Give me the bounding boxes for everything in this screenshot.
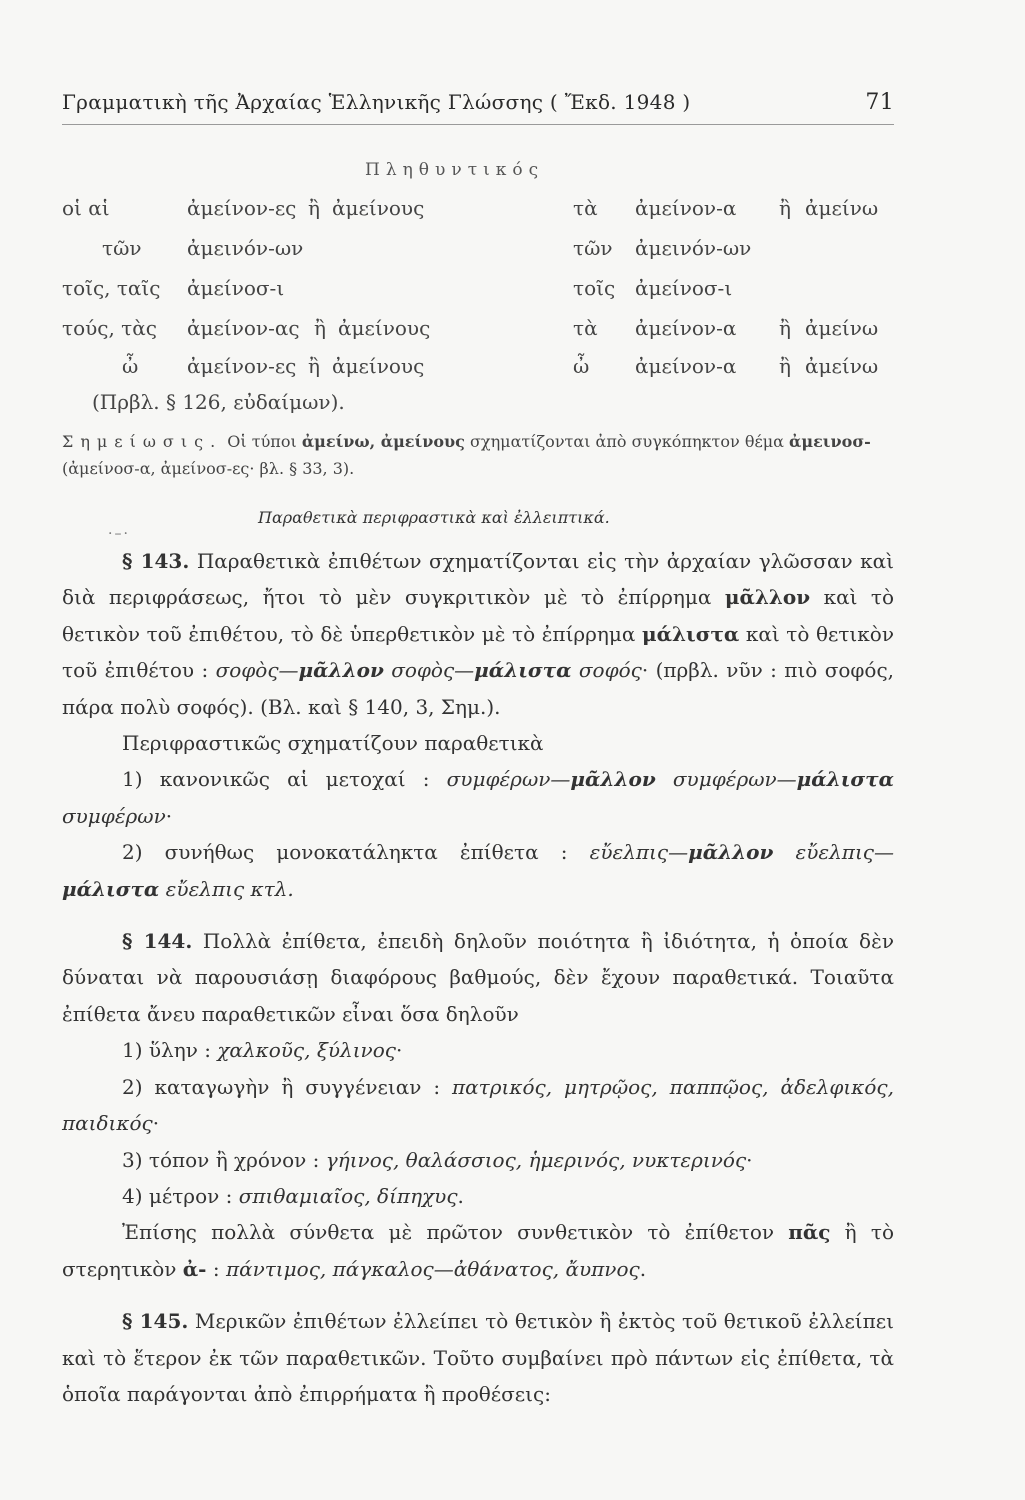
text: ἢ τὸ στερητικὸν: [62, 1220, 894, 1281]
or-word: ἢ: [779, 196, 791, 220]
example: σοφὸς—: [215, 658, 299, 683]
section-145-paragraph: [62, 1303, 894, 1412]
form: ἀμεινόν-ων: [635, 236, 752, 260]
example-bold: μᾶλλον: [688, 840, 774, 865]
section-143-paragraph: [62, 543, 894, 725]
or-word: ἢ: [314, 316, 326, 340]
example-bold: μάλιστα: [474, 658, 572, 683]
note-text: σχηματίζονται ἀπὸ συγκόπηκτον θέμα: [464, 432, 790, 451]
or-word: ἢ: [779, 354, 791, 378]
bold-word: μάλιστα: [641, 621, 740, 646]
note-bold: ἀμείνω, ἀμείνους: [301, 432, 465, 451]
paragraph: [62, 1214, 894, 1287]
text: 3) τόπον ἢ χρόνον :: [122, 1147, 326, 1172]
article: τῶν: [102, 236, 142, 260]
example: σοφὸς—: [383, 658, 475, 683]
example: χαλκοῦς, ξύλινος: [217, 1038, 396, 1063]
article: τὰ: [573, 196, 598, 220]
example-bold: μάλιστα: [62, 876, 160, 901]
plural-left-column: [62, 196, 492, 416]
header-title: Γραμματικὴ τῆς Ἀρχαίας Ἑλληνικῆς Γλώσσης ( Ἔκδ. 1948 ): [62, 90, 691, 114]
alt-form: ἀμείνω: [805, 196, 879, 220]
text: ·: [165, 803, 173, 828]
text: ·: [152, 1111, 160, 1136]
section-number: § 144.: [122, 929, 193, 954]
note-text: (ἀμείνοσ-α, ἀμείνοσ-ες· βλ. § 33, 3).: [62, 459, 355, 478]
section-heading: Παραθετικὰ περιφραστικὰ καὶ ἐλλειπτικά.: [258, 508, 610, 527]
example: πάντιμος, πάγκαλος—ἀθάνατος, ἄυπνος: [225, 1256, 640, 1281]
text: 2) συνήθως μονοκατάληκτα ἐπίθετα :: [122, 840, 590, 865]
note-bold: ἀμεινοσ-: [789, 432, 871, 451]
list-item: [62, 761, 894, 834]
plural-title: Πληθυντικός: [365, 160, 545, 180]
text: .: [639, 1256, 647, 1281]
spacer: [62, 1287, 894, 1303]
alt-form: ἀμείνους: [338, 316, 431, 340]
bold-word: ἀ-: [182, 1256, 207, 1281]
example: πατρικός, μητρῷος, παππῷος, ἀδελφικός, παιδικός: [62, 1074, 894, 1136]
article: οἱ αἱ: [62, 196, 110, 220]
article: τοῖς: [573, 276, 616, 300]
text: 2) καταγωγὴν ἢ συγγένειαν :: [122, 1074, 453, 1099]
form: ἀμείνον-α: [635, 316, 737, 340]
list-item: [62, 1178, 894, 1214]
form: ἀμεινόν-ων: [187, 236, 304, 260]
note-paragraph: [62, 428, 894, 482]
or-word: ἢ: [779, 316, 791, 340]
text: Παραθετικὰ ἐπιθέτων σχηματίζονται εἰς τὴν ἀρχαίαν γλῶσσαν καὶ διὰ περιφράσεως, ἤτοι τὸ μὲν συγκριτικὸν μὲ τὸ ἐπίρρημα: [62, 549, 894, 610]
article: τῶν: [573, 236, 613, 260]
text: 1) ὕλην :: [122, 1038, 218, 1063]
section-144-paragraph: [62, 923, 894, 1032]
note-label: Σημείωσις.: [62, 432, 223, 451]
section-number: § 143.: [122, 549, 190, 573]
paragraph: Περιφραστικῶς σχηματίζουν παραθετικὰ: [122, 731, 544, 756]
note-text: Οἱ τύποι: [227, 432, 302, 451]
form: ἀμείνον-ας: [187, 316, 300, 340]
example: γήινος, θαλάσσιος, ἡμερινός, νυκτερινός: [325, 1147, 747, 1172]
spacer: [62, 907, 894, 923]
example: εὔελπις κτλ.: [159, 876, 294, 901]
example: συμφέρων—: [655, 767, 797, 792]
example-bold: μᾶλλον: [298, 658, 384, 683]
article: τὰ: [573, 316, 598, 340]
text: 4) μέτρον :: [122, 1183, 239, 1208]
running-header: [62, 90, 894, 124]
text: · (πρβλ. νῦν : πιὸ σοφός, πάρα πολὺ σοφός). (Βλ. καὶ § 140, 3, Σημ.).: [62, 658, 895, 719]
article: ὦ: [122, 354, 139, 378]
text: Μερικῶν ἐπιθέτων ἐλλείπει τὸ θετικὸν ἢ ἐκτὸς τοῦ θετικοῦ ἐλλείπει καὶ τὸ ἕτερον ἐκ τῶν παραθετικῶν. Τοῦτο συμβαίνει πρὸ πάντων εἰς ἐπίθετα, τὰ ὁποῖα παράγονται ἀπὸ ἐπιρρήματα ἢ προθέσεις:: [62, 1309, 894, 1406]
compare-reference: (Πρβλ. § 126, εὐδαίμων).: [92, 390, 345, 414]
or-word: ἢ: [308, 354, 320, 378]
text: Ἐπίσης πολλὰ σύνθετα μὲ πρῶτον συνθετικὸν τὸ ἐπίθετον: [122, 1220, 789, 1245]
example: εὔελπις—: [589, 840, 689, 865]
example: εὔελπις—: [773, 840, 894, 865]
example: σοφός: [571, 658, 642, 683]
header-rule: [62, 124, 894, 125]
pencil-mark: ·–·: [108, 526, 130, 542]
alt-form: ἀμείνω: [805, 316, 879, 340]
text: καὶ τὸ θετικὸν τοῦ ἐπιθέτου, τὸ δὲ ὑπερθετικὸν μὲ τὸ ἐπίρρημα: [62, 585, 894, 646]
text: :: [206, 1256, 226, 1281]
article: τοῖς, ταῖς: [62, 276, 161, 300]
example: σπιθαμιαῖος, δίπηχυς: [238, 1183, 458, 1208]
example-bold: μάλιστα: [796, 767, 894, 792]
form: ἀμείνοσ-ι: [635, 276, 733, 300]
example: συμφέρων—: [446, 767, 571, 792]
section-number: § 145.: [122, 1309, 189, 1334]
article: τούς, τὰς: [62, 316, 157, 340]
list-item: [62, 834, 894, 907]
form: ἀμείνον-ες: [187, 354, 297, 378]
plural-right-column: [573, 196, 913, 396]
form: ἀμείνον-α: [635, 196, 737, 220]
article: ὦ: [573, 354, 590, 378]
main-text: [62, 543, 894, 1412]
page-number: 71: [865, 90, 894, 115]
text: .: [457, 1183, 464, 1208]
form: ἀμείνοσ-ι: [187, 276, 285, 300]
or-word: ἢ: [308, 196, 320, 220]
text: ·: [395, 1038, 403, 1063]
bold-word: μᾶλλον: [724, 585, 811, 610]
alt-form: ἀμείνους: [332, 196, 425, 220]
list-item: [62, 1069, 894, 1142]
alt-form: ἀμείνω: [805, 354, 879, 378]
form: ἀμείνον-α: [635, 354, 737, 378]
alt-form: ἀμείνους: [332, 354, 425, 378]
example-bold: μᾶλλον: [570, 767, 656, 792]
list-item: [62, 1032, 894, 1068]
form: ἀμείνον-ες: [187, 196, 297, 220]
text: καὶ τὸ θετικὸν τοῦ ἐπιθέτου :: [62, 621, 894, 683]
list-item: [62, 1142, 894, 1178]
text: Πολλὰ ἐπίθετα, ἐπειδὴ δηλοῦν ποιότητα ἢ ἰδιότητα, ἡ ὁποία δὲν δύναται νὰ παρουσιάσῃ διαφόρους βαθμούς, δὲν ἔχουν παραθετικά. Τοιαῦτα ἐπίθετα ἄνευ παραθετικῶν εἶναι ὅσα δηλοῦν: [62, 929, 894, 1026]
example: συμφέρων: [62, 803, 166, 828]
bold-word: πᾶς: [788, 1220, 831, 1245]
text: ·: [746, 1147, 753, 1172]
text: 1) κανονικῶς αἱ μετοχαί :: [122, 767, 447, 792]
